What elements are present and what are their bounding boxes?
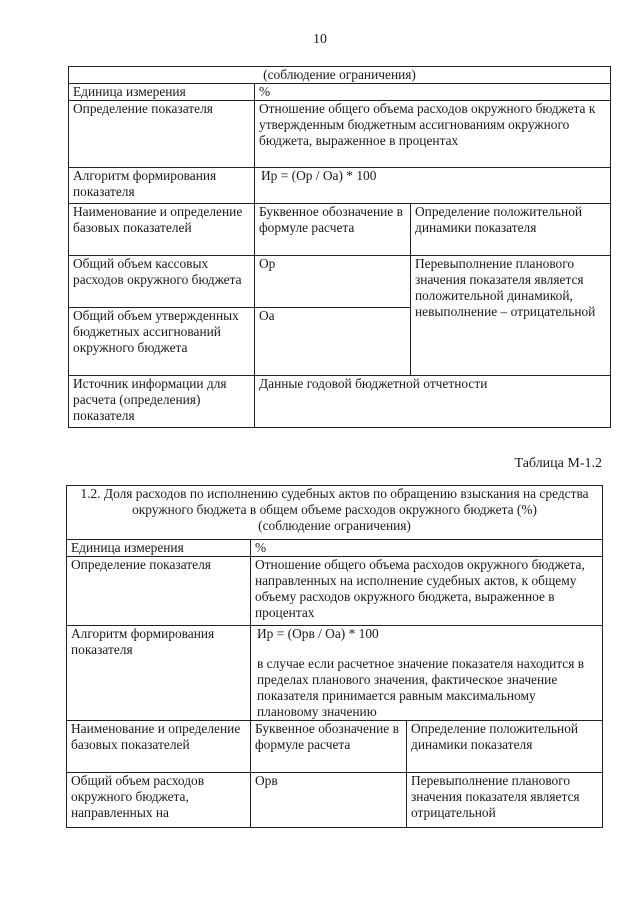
dynamics-value: Перевыполнение планового значения показателя является положительной динамикой, невыполнение – отрицательной <box>411 256 611 376</box>
cash-symbol: Ор <box>255 256 411 308</box>
algorithm-formula: Ир = (Ор / Оа) * 100 <box>255 168 611 204</box>
unit-value: % <box>255 84 611 101</box>
source-label: Источник информации для расчета (определения) показателя <box>69 376 255 428</box>
algorithm-label: Алгоритм формирования показателя <box>69 168 255 204</box>
approved-symbol: Оа <box>255 308 411 376</box>
definition-label-2: Определение показателя <box>67 557 251 626</box>
source-value: Данные годовой бюджетной отчетности <box>255 376 611 428</box>
definition-value-2: Отношение общего объема расходов окружного бюджета, направленных на исполнение судебных актов, к общему объему расходов окружного бюджета, выраженное в процентах <box>251 557 603 626</box>
algorithm-formula-2: Ир = (Орв / Оа) * 100 <box>257 626 379 641</box>
page-number: 10 <box>313 32 327 47</box>
total-label-2: Общий объем расходов окружного бюджета, направленных на <box>67 773 251 828</box>
dynamics-header-2: Определение положительной динамики показателя <box>407 721 603 773</box>
algorithm-label-2: Алгоритм формирования показателя <box>67 626 251 721</box>
indicator-table-2 <box>66 485 603 828</box>
unit-label-2: Единица измерения <box>67 540 251 557</box>
base-names-label-2: Наименование и определение базовых показателей <box>67 721 251 773</box>
definition-value: Отношение общего объема расходов окружного бюджета к утвержденным бюджетным ассигнованиям окружного бюджета, выраженное в процентах <box>255 101 611 168</box>
table1-header: (соблюдение ограничения) <box>69 67 611 84</box>
dynamics-value-2: Перевыполнение планового значения показателя является отрицательной <box>407 773 603 828</box>
table2-header <box>67 486 603 540</box>
unit-value-2: % <box>251 540 603 557</box>
symbol-header-2: Буквенное обозначение в формуле расчета <box>251 721 407 773</box>
approved-label: Общий объем утвержденных бюджетных ассигнований окружного бюджета <box>69 308 255 376</box>
algorithm-cell-2 <box>251 626 603 721</box>
cash-label: Общий объем кассовых расходов окружного бюджета <box>69 256 255 308</box>
definition-label: Определение показателя <box>69 101 255 168</box>
table2-caption: Таблица М-1.2 <box>514 456 602 471</box>
total-symbol-2: Орв <box>251 773 407 828</box>
unit-label: Единица измерения <box>69 84 255 101</box>
table2-subtitle: (соблюдение ограничения) <box>258 518 411 533</box>
symbol-header: Буквенное обозначение в формуле расчета <box>255 204 411 256</box>
dynamics-header: Определение положительной динамики показателя <box>411 204 611 256</box>
indicator-table-1 <box>68 66 611 428</box>
base-names-label: Наименование и определение базовых показателей <box>69 204 255 256</box>
algorithm-note-2: в случае если расчетное значение показателя находится в пределах планового значения, фактическое значение показателя принимается равным максимальному плановому значению <box>257 656 585 719</box>
table2-title: 1.2. Доля расходов по исполнению судебных актов по обращению взыскания на средства окружного бюджета в общем объеме расходов окружного бюджета (%) <box>80 486 589 517</box>
